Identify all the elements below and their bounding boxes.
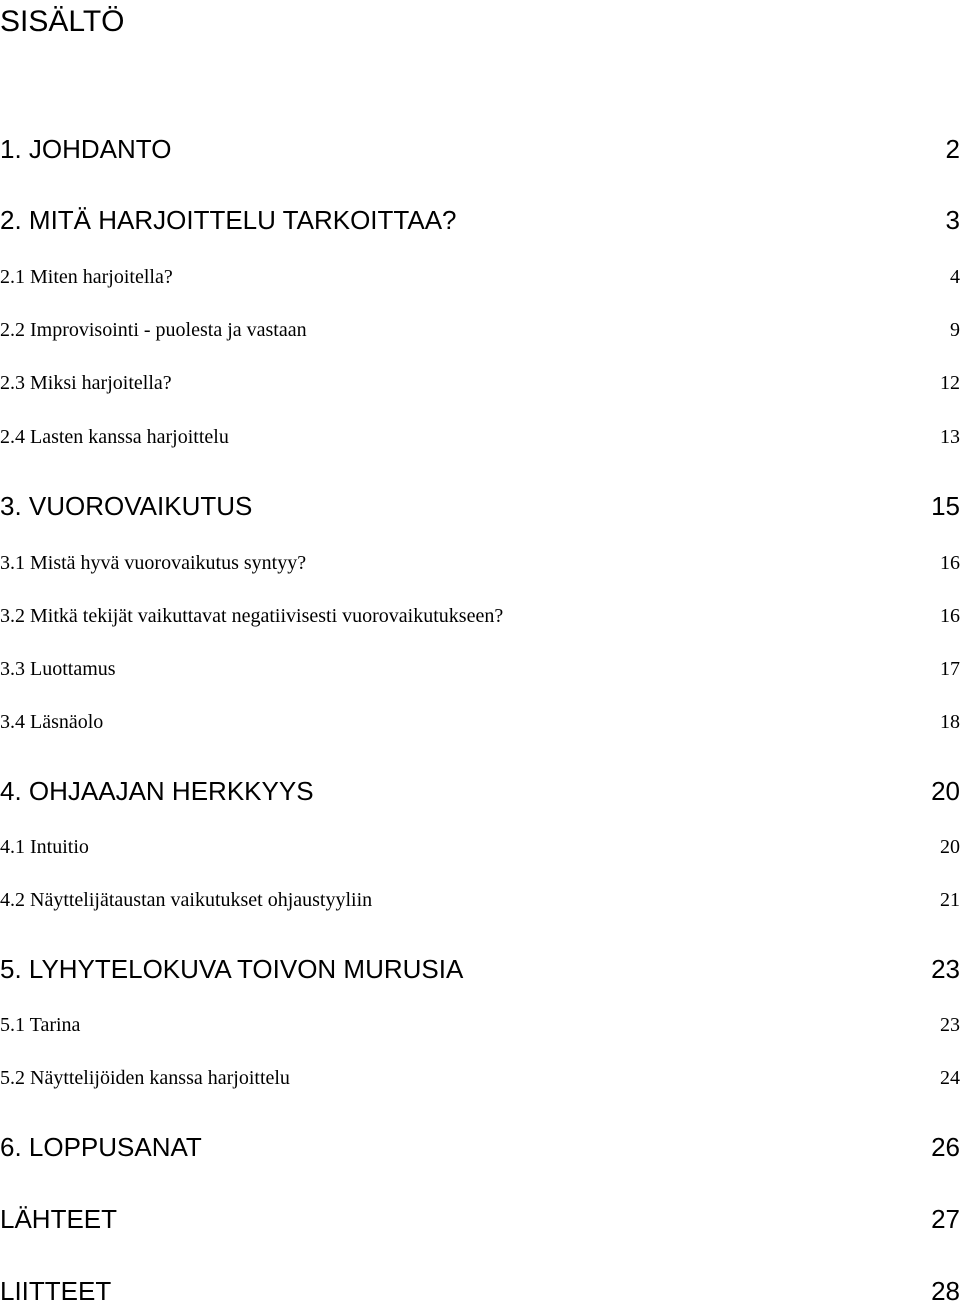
toc-entry-label: LÄHTEET [0, 1204, 118, 1234]
toc-entry-page: 9 [950, 319, 960, 341]
toc-entry-label: 2.3 Miksi harjoitella? [0, 372, 172, 394]
toc-entry-page: 3 [945, 205, 960, 235]
toc-entry-2-3 [0, 370, 960, 396]
toc-entry-label: 2.2 Improvisointi - puolesta ja vastaan [0, 319, 307, 341]
toc-entry-2 [0, 204, 960, 236]
toc-entry-label: 3.1 Mistä hyvä vuorovaikutus syntyy? [0, 552, 307, 574]
toc-entry-label: 2.4 Lasten kanssa harjoittelu [0, 426, 229, 448]
toc-entry-3-1 [0, 550, 960, 576]
toc-entry-label: 4.2 Näyttelijätaustan vaikutukset ohjaustyyliin [0, 889, 373, 911]
toc-entry-label: 3. VUOROVAIKUTUS [0, 491, 253, 521]
toc-entry-label: 5.1 Tarina [0, 1014, 81, 1036]
toc-entry-label: 3.2 Mitkä tekijät vaikuttavat negatiivisesti vuorovaikutukseen? [0, 605, 504, 627]
toc-entry-page: 24 [940, 1067, 960, 1089]
toc-entry-4-2 [0, 887, 960, 913]
toc-entry-label: 4. OHJAAJAN HERKKYYS [0, 776, 314, 806]
toc-entry-5-2 [0, 1065, 960, 1091]
toc-entry-label: 2. MITÄ HARJOITTELU TARKOITTAA? [0, 205, 457, 235]
toc-entry-6 [0, 1131, 960, 1163]
toc-entry-4 [0, 775, 960, 807]
toc-entry-page: 15 [931, 491, 960, 521]
toc-entry-2-1 [0, 264, 960, 290]
toc-entry-label: 5.2 Näyttelijöiden kanssa harjoittelu [0, 1067, 290, 1089]
toc-entry-page: 23 [931, 954, 960, 984]
toc-entry-page: 23 [940, 1014, 960, 1036]
toc-entry-1 [0, 133, 960, 165]
toc-entry-page: 27 [931, 1204, 960, 1234]
toc-entry-label: 5. LYHYTELOKUVA TOIVON MURUSIA [0, 954, 464, 984]
toc-entry-page: 12 [940, 372, 960, 394]
toc-entry-page: 20 [931, 776, 960, 806]
toc-entry-page: 20 [940, 836, 960, 858]
toc-entry-page: 13 [940, 426, 960, 448]
toc-entry-page: 2 [945, 134, 960, 164]
toc-entry-label: 3.4 Läsnäolo [0, 711, 104, 733]
toc-entry-3-2 [0, 603, 960, 629]
toc-entry-lahteet [0, 1203, 960, 1235]
toc-entry-label: 2.1 Miten harjoitella? [0, 266, 173, 288]
toc-entry-label: LIITTEET [0, 1276, 112, 1306]
toc-entry-page: 4 [950, 266, 960, 288]
toc-entry-page: 17 [940, 658, 960, 680]
toc-entry-5 [0, 953, 960, 985]
toc-entry-3 [0, 490, 960, 522]
toc-entry-2-2 [0, 317, 960, 343]
toc-entry-label: 6. LOPPUSANAT [0, 1132, 202, 1162]
toc-entry-page: 16 [940, 605, 960, 627]
toc-entry-label: 3.3 Luottamus [0, 658, 116, 680]
toc-entry-page: 16 [940, 552, 960, 574]
page-title: SISÄLTÖ [0, 5, 125, 38]
toc-entry-page: 21 [940, 889, 960, 911]
toc-entry-label: 4.1 Intuitio [0, 836, 89, 858]
toc-entry-4-1 [0, 834, 960, 860]
toc-entry-page: 18 [940, 711, 960, 733]
toc-entry-page: 26 [931, 1132, 960, 1162]
toc-entry-2-4 [0, 424, 960, 450]
toc-entry-5-1 [0, 1012, 960, 1038]
toc-entry-3-3 [0, 656, 960, 682]
toc-entry-3-4 [0, 709, 960, 735]
toc-entry-page: 28 [931, 1276, 960, 1306]
toc-entry-label: 1. JOHDANTO [0, 134, 172, 164]
toc-entry-liitteet [0, 1275, 960, 1307]
